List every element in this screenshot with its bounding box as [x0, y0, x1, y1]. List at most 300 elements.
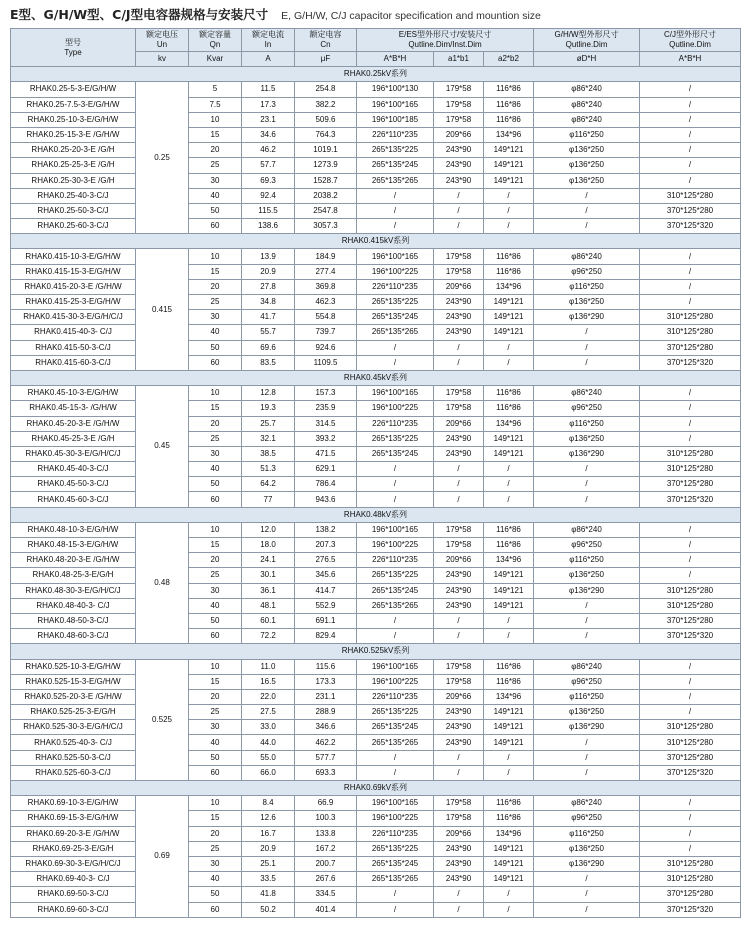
- dim-a1b1-cell: 179*58: [434, 386, 484, 401]
- capacity-cell: 30: [189, 173, 242, 188]
- dim-cj-cell: /: [640, 416, 741, 431]
- capacitance-cell: 629.1: [295, 462, 357, 477]
- dim-a1b1-cell: 243*90: [434, 720, 484, 735]
- table-row: [11, 82, 741, 97]
- model-cell: RHAK0.69-50-3-C/J: [11, 887, 136, 902]
- dim-cj-cell: /: [640, 674, 741, 689]
- header-dim-ghw: G/H/W型外形尺寸 Qutline.Dim: [534, 29, 640, 52]
- dim-a1b1-cell: 243*90: [434, 325, 484, 340]
- dim-cj-cell: 310*125*280: [640, 325, 741, 340]
- capacitance-cell: 157.3: [295, 386, 357, 401]
- current-cell: 25.1: [242, 856, 295, 871]
- model-cell: RHAK0.45-60-3-C/J: [11, 492, 136, 507]
- dim-a1b1-cell: /: [434, 203, 484, 218]
- dim-a1b1-cell: /: [434, 188, 484, 203]
- current-cell: 51.3: [242, 462, 295, 477]
- voltage-cell: 0.45: [136, 386, 189, 508]
- dim-abh-cell: 265*135*225: [357, 143, 434, 158]
- dim-cj-cell: /: [640, 264, 741, 279]
- table-row: [11, 735, 741, 750]
- dim-abh-cell: 196*100*225: [357, 538, 434, 553]
- dim-ghw-cell: /: [534, 613, 640, 628]
- series-title: RHAK0.525kV系列: [11, 644, 741, 659]
- capacitance-cell: 471.5: [295, 446, 357, 461]
- capacitance-cell: 1528.7: [295, 173, 357, 188]
- series-title: RHAK0.415kV系列: [11, 234, 741, 249]
- dim-a2b2-cell: 116*86: [484, 522, 534, 537]
- dim-cj-cell: 370*125*280: [640, 340, 741, 355]
- dim-abh-cell: 265*135*225: [357, 841, 434, 856]
- dim-ghw-cell: /: [534, 188, 640, 203]
- model-cell: RHAK0.45-30-3-E/G/H/C/J: [11, 446, 136, 461]
- current-cell: 138.6: [242, 219, 295, 234]
- dim-ghw-cell: φ86*240: [534, 112, 640, 127]
- current-cell: 23.1: [242, 112, 295, 127]
- dim-cj-cell: 310*125*280: [640, 735, 741, 750]
- current-cell: 69.6: [242, 340, 295, 355]
- current-cell: 33.0: [242, 720, 295, 735]
- dim-a1b1-cell: /: [434, 340, 484, 355]
- capacitance-cell: 577.7: [295, 750, 357, 765]
- series-header-row: [11, 234, 741, 249]
- capacitance-cell: 100.3: [295, 811, 357, 826]
- capacitance-cell: 786.4: [295, 477, 357, 492]
- capacity-cell: 20: [189, 553, 242, 568]
- dim-abh-cell: 226*110*235: [357, 553, 434, 568]
- dim-abh-cell: 265*135*265: [357, 598, 434, 613]
- dim-abh-cell: 226*110*235: [357, 416, 434, 431]
- dim-abh-cell: 265*135*225: [357, 568, 434, 583]
- dim-cj-cell: /: [640, 386, 741, 401]
- table-row: [11, 522, 741, 537]
- dim-a2b2-cell: 116*86: [484, 386, 534, 401]
- capacitance-cell: 254.8: [295, 82, 357, 97]
- dim-a1b1-cell: 243*90: [434, 173, 484, 188]
- title-row: [10, 4, 541, 22]
- table-row: [11, 613, 741, 628]
- capacity-cell: 30: [189, 446, 242, 461]
- capacity-cell: 30: [189, 856, 242, 871]
- dim-cj-cell: /: [640, 659, 741, 674]
- dim-ghw-cell: φ86*240: [534, 796, 640, 811]
- current-cell: 24.1: [242, 553, 295, 568]
- dim-abh-cell: 196*100*225: [357, 401, 434, 416]
- dim-ghw-cell: /: [534, 887, 640, 902]
- table-row: [11, 841, 741, 856]
- table-body: [11, 67, 741, 918]
- dim-cj-cell: 310*125*280: [640, 872, 741, 887]
- capacitance-cell: 3057.3: [295, 219, 357, 234]
- model-cell: RHAK0.415-15-3-E/G/H/W: [11, 264, 136, 279]
- dim-a2b2-cell: /: [484, 750, 534, 765]
- capacitance-cell: 235.9: [295, 401, 357, 416]
- capacity-cell: 25: [189, 568, 242, 583]
- model-cell: RHAK0.25-10-3-E/G/H/W: [11, 112, 136, 127]
- dim-abh-cell: /: [357, 340, 434, 355]
- dim-abh-cell: 226*110*235: [357, 826, 434, 841]
- capacity-cell: 50: [189, 887, 242, 902]
- dim-a2b2-cell: 116*86: [484, 264, 534, 279]
- table-row: [11, 629, 741, 644]
- dim-ghw-cell: φ116*250: [534, 279, 640, 294]
- capacity-cell: 10: [189, 522, 242, 537]
- capacitance-cell: 200.7: [295, 856, 357, 871]
- dim-abh-cell: 265*135*245: [357, 856, 434, 871]
- dim-cj-cell: /: [640, 112, 741, 127]
- dim-ghw-cell: φ86*240: [534, 97, 640, 112]
- model-cell: RHAK0.48-25-3-E/G/H: [11, 568, 136, 583]
- table-row: [11, 492, 741, 507]
- dim-a1b1-cell: /: [434, 902, 484, 917]
- table-header: [11, 29, 741, 67]
- table-row: [11, 416, 741, 431]
- dim-cj-cell: 310*125*280: [640, 856, 741, 871]
- dim-cj-cell: 310*125*280: [640, 720, 741, 735]
- dim-a2b2-cell: 149*121: [484, 872, 534, 887]
- dim-ghw-cell: φ136*290: [534, 446, 640, 461]
- capacitance-cell: 401.4: [295, 902, 357, 917]
- current-cell: 36.1: [242, 583, 295, 598]
- table-row: [11, 872, 741, 887]
- voltage-cell: 0.525: [136, 659, 189, 781]
- header-dim-cj: C/J型外形尺寸 Qutline.Dim: [640, 29, 741, 52]
- dim-a1b1-cell: 243*90: [434, 310, 484, 325]
- dim-ghw-cell: φ96*250: [534, 538, 640, 553]
- table-row: [11, 249, 741, 264]
- capacitance-cell: 1019.1: [295, 143, 357, 158]
- dim-abh-cell: 265*135*245: [357, 158, 434, 173]
- unit-cell: A: [242, 52, 295, 67]
- model-cell: RHAK0.69-20-3-E /G/H/W: [11, 826, 136, 841]
- dim-abh-cell: 265*135*265: [357, 872, 434, 887]
- dim-a1b1-cell: 179*58: [434, 538, 484, 553]
- dim-a2b2-cell: /: [484, 492, 534, 507]
- table-row: [11, 902, 741, 917]
- series-title: RHAK0.25kV系列: [11, 67, 741, 82]
- capacity-cell: 20: [189, 689, 242, 704]
- dim-a1b1-cell: /: [434, 887, 484, 902]
- dim-ghw-cell: φ96*250: [534, 811, 640, 826]
- dim-abh-cell: 265*135*225: [357, 295, 434, 310]
- current-cell: 11.5: [242, 82, 295, 97]
- capacity-cell: 50: [189, 203, 242, 218]
- current-cell: 69.3: [242, 173, 295, 188]
- dim-ghw-cell: φ86*240: [534, 659, 640, 674]
- dim-ghw-cell: φ136*250: [534, 295, 640, 310]
- dim-abh-cell: 226*110*235: [357, 279, 434, 294]
- model-cell: RHAK0.45-10-3-E/G/H/W: [11, 386, 136, 401]
- capacity-cell: 10: [189, 112, 242, 127]
- series-title: RHAK0.45kV系列: [11, 370, 741, 385]
- dim-ghw-cell: /: [534, 872, 640, 887]
- dim-a1b1-cell: 209*66: [434, 127, 484, 142]
- current-cell: 19.3: [242, 401, 295, 416]
- dim-a2b2-cell: 149*121: [484, 720, 534, 735]
- dim-abh-cell: 265*135*265: [357, 325, 434, 340]
- dim-cj-cell: 310*125*280: [640, 598, 741, 613]
- current-cell: 77: [242, 492, 295, 507]
- table-row: [11, 340, 741, 355]
- capacity-cell: 20: [189, 279, 242, 294]
- model-cell: RHAK0.48-15-3-E/G/H/W: [11, 538, 136, 553]
- capacity-cell: 30: [189, 720, 242, 735]
- dim-cj-cell: 370*125*280: [640, 477, 741, 492]
- dim-a1b1-cell: 209*66: [434, 553, 484, 568]
- table-row: [11, 112, 741, 127]
- dim-abh-cell: /: [357, 188, 434, 203]
- dim-a2b2-cell: 116*86: [484, 796, 534, 811]
- dim-cj-cell: 310*125*280: [640, 310, 741, 325]
- capacitance-cell: 943.6: [295, 492, 357, 507]
- dim-abh-cell: /: [357, 750, 434, 765]
- dim-cj-cell: /: [640, 705, 741, 720]
- table-row: [11, 264, 741, 279]
- unit-cell: a1*b1: [434, 52, 484, 67]
- dim-ghw-cell: /: [534, 902, 640, 917]
- model-cell: RHAK0.415-20-3-E /G/H/W: [11, 279, 136, 294]
- dim-a2b2-cell: 149*121: [484, 841, 534, 856]
- dim-ghw-cell: /: [534, 598, 640, 613]
- dim-ghw-cell: φ86*240: [534, 522, 640, 537]
- capacity-cell: 15: [189, 127, 242, 142]
- model-cell: RHAK0.69-25-3-E/G/H: [11, 841, 136, 856]
- dim-abh-cell: 226*110*235: [357, 689, 434, 704]
- dim-a1b1-cell: /: [434, 477, 484, 492]
- capacity-cell: 50: [189, 613, 242, 628]
- model-cell: RHAK0.415-60-3-C/J: [11, 355, 136, 370]
- dim-a1b1-cell: 179*58: [434, 264, 484, 279]
- dim-a1b1-cell: 209*66: [434, 826, 484, 841]
- current-cell: 48.1: [242, 598, 295, 613]
- model-cell: RHAK0.415-30-3-E/G/H/C/J: [11, 310, 136, 325]
- capacity-cell: 50: [189, 340, 242, 355]
- capacity-cell: 50: [189, 477, 242, 492]
- model-cell: RHAK0.69-30-3-E/G/H/C/J: [11, 856, 136, 871]
- dim-a1b1-cell: 179*58: [434, 674, 484, 689]
- capacitance-cell: 829.4: [295, 629, 357, 644]
- series-title: RHAK0.48kV系列: [11, 507, 741, 522]
- current-cell: 18.0: [242, 538, 295, 553]
- table-row: [11, 553, 741, 568]
- dim-abh-cell: /: [357, 203, 434, 218]
- dim-a1b1-cell: 243*90: [434, 735, 484, 750]
- table-row: [11, 568, 741, 583]
- dim-a2b2-cell: /: [484, 477, 534, 492]
- current-cell: 34.8: [242, 295, 295, 310]
- dim-abh-cell: 196*100*165: [357, 796, 434, 811]
- capacity-cell: 20: [189, 143, 242, 158]
- dim-cj-cell: 370*125*280: [640, 613, 741, 628]
- current-cell: 44.0: [242, 735, 295, 750]
- capacitance-cell: 334.5: [295, 887, 357, 902]
- model-cell: RHAK0.48-20-3-E /G/H/W: [11, 553, 136, 568]
- table-row: [11, 173, 741, 188]
- dim-a2b2-cell: /: [484, 355, 534, 370]
- dim-ghw-cell: φ136*250: [534, 431, 640, 446]
- dim-a1b1-cell: 179*58: [434, 249, 484, 264]
- table-row: [11, 310, 741, 325]
- table-row: [11, 887, 741, 902]
- header-model: 型号 Type: [11, 29, 136, 67]
- current-cell: 115.5: [242, 203, 295, 218]
- dim-cj-cell: /: [640, 811, 741, 826]
- capacity-cell: 25: [189, 841, 242, 856]
- capacity-cell: 10: [189, 386, 242, 401]
- model-cell: RHAK0.25-7.5-3-E/G/H/W: [11, 97, 136, 112]
- dim-ghw-cell: φ136*290: [534, 583, 640, 598]
- dim-ghw-cell: φ136*250: [534, 158, 640, 173]
- current-cell: 72.2: [242, 629, 295, 644]
- capacitance-cell: 267.6: [295, 872, 357, 887]
- dim-ghw-cell: φ116*250: [534, 689, 640, 704]
- capacity-cell: 10: [189, 659, 242, 674]
- dim-a2b2-cell: /: [484, 462, 534, 477]
- model-cell: RHAK0.69-40-3- C/J: [11, 872, 136, 887]
- dim-a2b2-cell: 116*86: [484, 811, 534, 826]
- series-header-row: [11, 644, 741, 659]
- dim-a1b1-cell: 243*90: [434, 446, 484, 461]
- model-cell: RHAK0.48-50-3-C/J: [11, 613, 136, 628]
- current-cell: 41.7: [242, 310, 295, 325]
- capacity-cell: 5: [189, 82, 242, 97]
- capacity-cell: 50: [189, 750, 242, 765]
- table-row: [11, 796, 741, 811]
- dim-a2b2-cell: 149*121: [484, 705, 534, 720]
- voltage-cell: 0.415: [136, 249, 189, 371]
- dim-a2b2-cell: 116*86: [484, 401, 534, 416]
- dim-a2b2-cell: 116*86: [484, 97, 534, 112]
- header-capacity: 额定容量 Qn: [189, 29, 242, 52]
- capacity-cell: 15: [189, 401, 242, 416]
- capacitance-cell: 462.2: [295, 735, 357, 750]
- table-row: [11, 188, 741, 203]
- current-cell: 66.0: [242, 765, 295, 780]
- model-cell: RHAK0.48-30-3-E/G/H/C/J: [11, 583, 136, 598]
- dim-cj-cell: /: [640, 538, 741, 553]
- table-row: [11, 674, 741, 689]
- table-row: [11, 386, 741, 401]
- capacitance-cell: 691.1: [295, 613, 357, 628]
- model-cell: RHAK0.525-15-3-E/G/H/W: [11, 674, 136, 689]
- table-row: [11, 826, 741, 841]
- model-cell: RHAK0.525-50-3-C/J: [11, 750, 136, 765]
- dim-ghw-cell: φ86*240: [534, 82, 640, 97]
- dim-a1b1-cell: 209*66: [434, 279, 484, 294]
- model-cell: RHAK0.25-30-3-E /G/H: [11, 173, 136, 188]
- model-cell: RHAK0.525-20-3-E /G/H/W: [11, 689, 136, 704]
- table-row: [11, 127, 741, 142]
- dim-a1b1-cell: 243*90: [434, 583, 484, 598]
- dim-abh-cell: 196*100*165: [357, 386, 434, 401]
- current-cell: 83.5: [242, 355, 295, 370]
- current-cell: 32.1: [242, 431, 295, 446]
- dim-a1b1-cell: 179*58: [434, 401, 484, 416]
- capacity-cell: 60: [189, 765, 242, 780]
- dim-ghw-cell: /: [534, 477, 640, 492]
- dim-a2b2-cell: /: [484, 613, 534, 628]
- capacity-cell: 40: [189, 735, 242, 750]
- header-dim-e: E/ES型外形尺寸/安装尺寸 Qutline.Dim/Inst.Dim: [357, 29, 534, 52]
- dim-abh-cell: 196*100*225: [357, 811, 434, 826]
- model-cell: RHAK0.48-10-3-E/G/H/W: [11, 522, 136, 537]
- model-cell: RHAK0.69-15-3-E/G/H/W: [11, 811, 136, 826]
- dim-a2b2-cell: 149*121: [484, 431, 534, 446]
- dim-abh-cell: 196*100*165: [357, 659, 434, 674]
- capacitance-cell: 552.9: [295, 598, 357, 613]
- table-row: [11, 659, 741, 674]
- dim-ghw-cell: /: [534, 492, 640, 507]
- current-cell: 12.8: [242, 386, 295, 401]
- dim-ghw-cell: φ86*240: [534, 386, 640, 401]
- dim-a2b2-cell: 134*96: [484, 553, 534, 568]
- dim-a1b1-cell: /: [434, 462, 484, 477]
- dim-a2b2-cell: 149*121: [484, 856, 534, 871]
- dim-ghw-cell: /: [534, 355, 640, 370]
- table-row: [11, 598, 741, 613]
- title-english: E, G/H/W, C/J capacitor specification and mountion size: [281, 10, 541, 22]
- capacitance-cell: 393.2: [295, 431, 357, 446]
- current-cell: 27.8: [242, 279, 295, 294]
- current-cell: 22.0: [242, 689, 295, 704]
- dim-cj-cell: /: [640, 279, 741, 294]
- model-cell: RHAK0.25-40-3-C/J: [11, 188, 136, 203]
- capacitance-cell: 369.8: [295, 279, 357, 294]
- capacitance-cell: 924.6: [295, 340, 357, 355]
- capacitance-cell: 554.8: [295, 310, 357, 325]
- table-row: [11, 811, 741, 826]
- unit-cell: A*B*H: [640, 52, 741, 67]
- capacitance-cell: 314.5: [295, 416, 357, 431]
- current-cell: 57.7: [242, 158, 295, 173]
- series-header-row: [11, 781, 741, 796]
- capacitance-cell: 739.7: [295, 325, 357, 340]
- dim-cj-cell: /: [640, 97, 741, 112]
- dim-abh-cell: /: [357, 629, 434, 644]
- table-row: [11, 401, 741, 416]
- unit-cell: μF: [295, 52, 357, 67]
- model-cell: RHAK0.25-25-3-E /G/H: [11, 158, 136, 173]
- dim-ghw-cell: φ136*250: [534, 568, 640, 583]
- current-cell: 55.7: [242, 325, 295, 340]
- capacitance-cell: 207.3: [295, 538, 357, 553]
- dim-ghw-cell: /: [534, 203, 640, 218]
- voltage-cell: 0.48: [136, 522, 189, 644]
- capacity-cell: 30: [189, 583, 242, 598]
- series-title: RHAK0.69kV系列: [11, 781, 741, 796]
- dim-abh-cell: 265*135*245: [357, 446, 434, 461]
- dim-abh-cell: 265*135*265: [357, 735, 434, 750]
- series-header-row: [11, 507, 741, 522]
- table-row: [11, 355, 741, 370]
- current-cell: 92.4: [242, 188, 295, 203]
- capacitance-cell: 462.3: [295, 295, 357, 310]
- capacitance-cell: 509.6: [295, 112, 357, 127]
- current-cell: 11.0: [242, 659, 295, 674]
- capacity-cell: 25: [189, 705, 242, 720]
- capacity-cell: 60: [189, 629, 242, 644]
- capacity-cell: 60: [189, 902, 242, 917]
- table-row: [11, 462, 741, 477]
- dim-a2b2-cell: 149*121: [484, 325, 534, 340]
- capacity-cell: 10: [189, 796, 242, 811]
- dim-cj-cell: /: [640, 841, 741, 856]
- dim-a1b1-cell: 179*58: [434, 82, 484, 97]
- header-row: [11, 29, 741, 52]
- current-cell: 55.0: [242, 750, 295, 765]
- model-cell: RHAK0.48-60-3-C/J: [11, 629, 136, 644]
- dim-abh-cell: /: [357, 355, 434, 370]
- capacitance-cell: 231.1: [295, 689, 357, 704]
